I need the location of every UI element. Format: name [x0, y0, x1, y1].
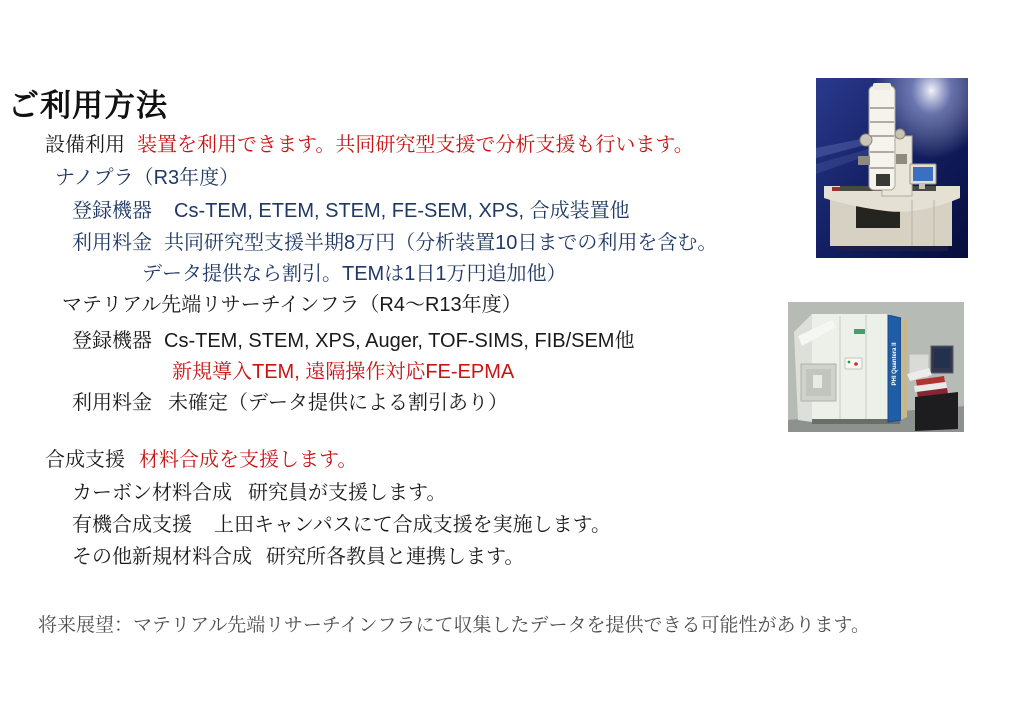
usage-fee-description: 共同研究型支援半期8万円（分析装置10日までの利用を含む。: [164, 232, 718, 254]
line-nanoplat-registered-equipment: [72, 199, 630, 223]
line-nanoplat-heading: [55, 166, 239, 190]
arim-usage-fee-label: 利用料金: [72, 392, 152, 414]
xps-blue-stripe: [888, 315, 907, 422]
line-arim-new-equipment: [172, 360, 514, 384]
xps-dark-cabinet: [915, 392, 958, 431]
line-arim-usage-fee: [72, 391, 508, 415]
line-arim-registered-equipment: [72, 329, 634, 353]
line-nanoplat-usage-fee: [72, 231, 717, 255]
tem-microscope-photo: [816, 78, 968, 258]
registered-equipment-label: 登録機器: [72, 200, 152, 222]
page-title: ご利用方法: [8, 88, 168, 123]
organic-synthesis-label: 有機合成支援: [72, 514, 192, 536]
line-nanoplat-usage-fee-continued: [142, 262, 566, 286]
line-organic-synthesis: [72, 513, 611, 537]
equipment-use-label: 設備利用: [45, 134, 125, 156]
synthesis-support-description: 材料合成を支援します。: [139, 449, 358, 471]
usage-fee-continued: データ提供なら割引。TEMは1日1万円追加他）: [142, 263, 567, 285]
xps-green-button: [848, 361, 851, 364]
xps-red-button: [854, 362, 858, 366]
line-future-outlook: [38, 614, 870, 638]
organic-synthesis-description: 上田キャンパスにて合成支援を実施します。: [214, 514, 611, 536]
arim-registered-equipment-label: 登録機器: [72, 330, 152, 352]
equipment-use-description: 装置を利用できます。共同研究型支援で分析支援も行います。: [137, 134, 694, 156]
usage-fee-label: 利用料金: [72, 232, 152, 254]
line-equipment-use: [45, 133, 694, 157]
xps-stripe-label: PHI Quantera II: [892, 342, 898, 386]
line-carbon-synthesis: [72, 481, 446, 505]
xps-instrument-photo: [788, 302, 964, 432]
line-synthesis-support: [45, 448, 357, 472]
other-synthesis-description: 研究所各教員と連携します。: [266, 546, 525, 568]
xps-green-sticker: [854, 329, 865, 334]
xps-machine-body: [794, 314, 900, 424]
arim-new-equipment: 新規導入TEM, 遠隔操作対応FE-EPMA: [172, 361, 515, 383]
arim-registered-equipment-list: Cs-TEM, STEM, XPS, Auger, TOF-SIMS, FIB/SEM他: [164, 330, 635, 352]
carbon-synthesis-label: カーボン材料合成: [72, 482, 232, 504]
line-arim-heading: [62, 293, 522, 317]
nanoplat-heading: ナノプラ（R3年度）: [55, 167, 240, 189]
line-other-synthesis: [72, 545, 524, 569]
synthesis-support-label: 合成支援: [45, 449, 125, 471]
registered-equipment-list: Cs-TEM, ETEM, STEM, FE-SEM, XPS, 合成装置他: [174, 200, 630, 222]
future-outlook-text: 将来展望：マテリアル先端リサーチインフラにて収集したデータを提供できる可能性があります。: [38, 615, 871, 636]
arim-heading: マテリアル先端リサーチインフラ（R4～R13年度）: [62, 294, 522, 316]
arim-usage-fee-description: 未確定（データ提供による割引あり）: [168, 392, 508, 414]
other-synthesis-label: その他新規材料合成: [72, 546, 252, 568]
carbon-synthesis-description: 研究員が支援します。: [248, 482, 447, 504]
